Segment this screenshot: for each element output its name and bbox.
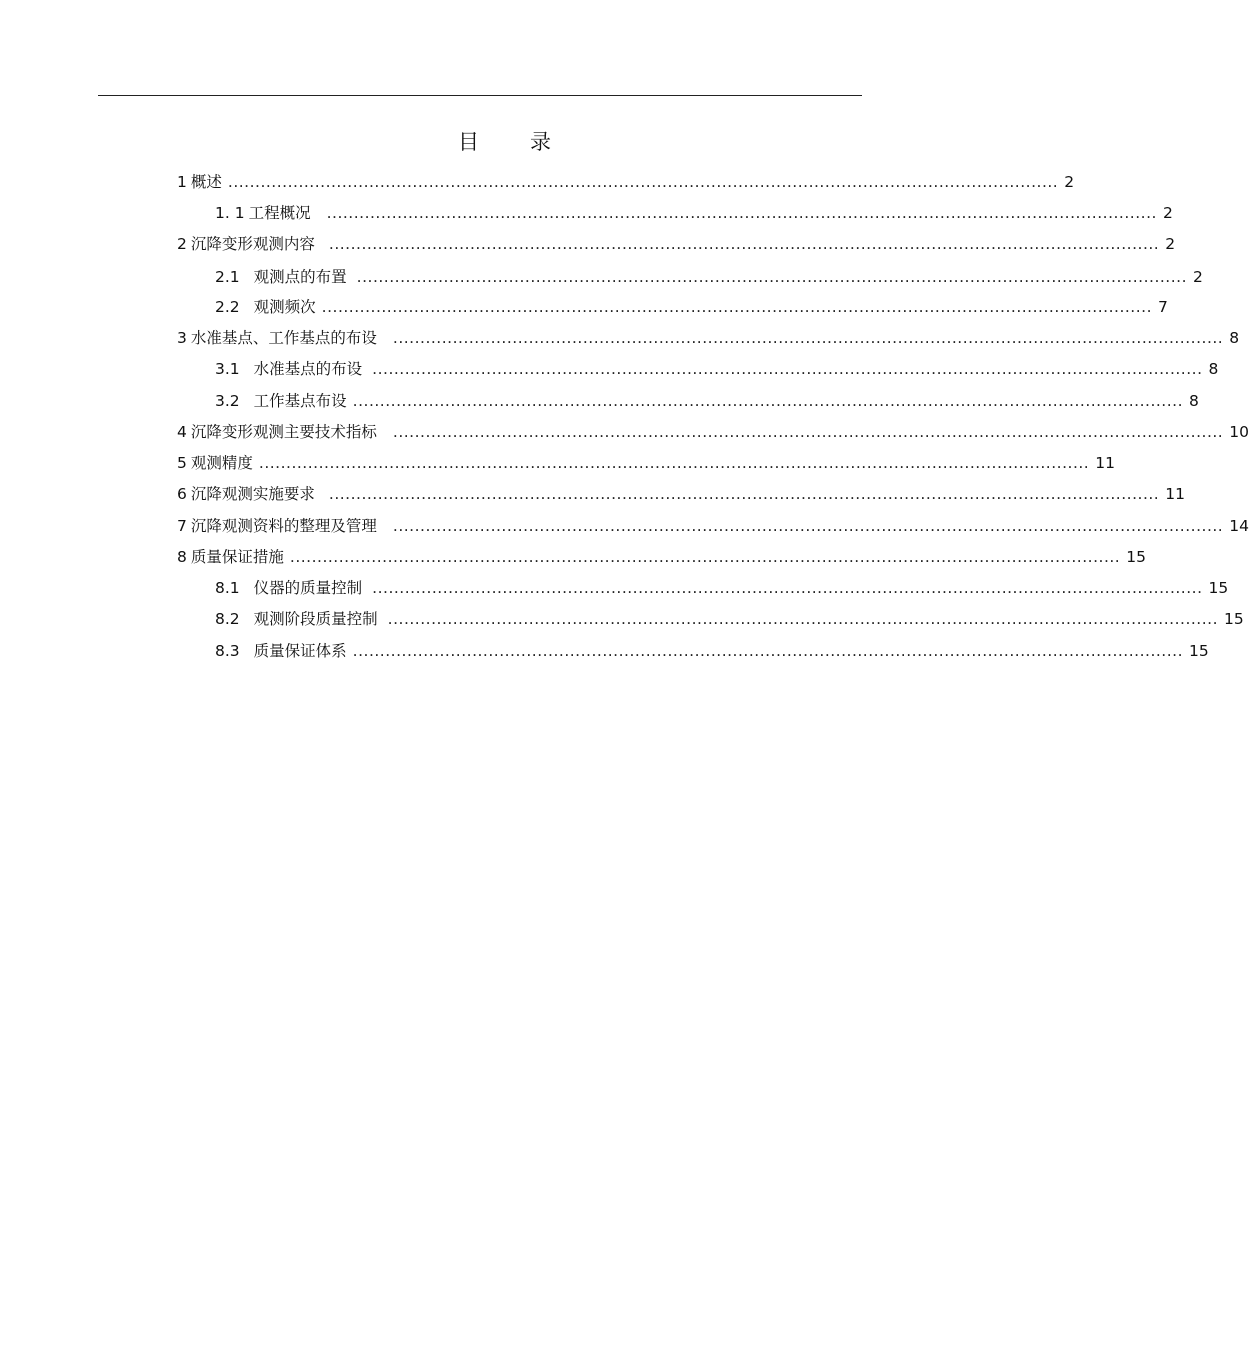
toc-leader-dots: ......................................................................................................................................................... [352,392,1184,410]
toc-leader-dots: ......................................................................................................................................................... [258,454,1090,472]
toc-entry-number: 8.1 [215,579,240,597]
toc-entry-3-2[interactable] [215,390,1199,412]
toc-entry-page: 15 [1208,579,1229,597]
toc-entry-2-1[interactable] [215,266,1203,288]
toc-entry-page: 10 [1229,423,1249,441]
toc-entry-page: 14 [1229,517,1249,535]
toc-entry-1-1[interactable] [215,202,1173,224]
toc-leader-dots: ......................................................................................................................................................... [356,268,1188,286]
toc-leader-dots: ......................................................................................................................................................... [328,485,1160,503]
toc-entry-8-1[interactable] [215,577,1229,599]
toc-leader-dots: ......................................................................................................................................................... [392,329,1224,347]
title-char-2: 录 [530,130,551,154]
toc-entry-8[interactable] [177,546,1146,568]
toc-entry-label: 沉降观测实施要求 [190,485,315,503]
toc-entry-number: 1. 1 [215,204,245,222]
toc-leader-dots: ......................................................................................................................................................... [321,298,1153,316]
toc-entry-3-1[interactable] [215,358,1219,380]
toc-leader-dots: ......................................................................................................................................................... [387,610,1219,628]
toc-entry-page: 11 [1165,485,1185,503]
toc-entry-page: 2 [1193,268,1203,286]
toc-entry-page: 2 [1064,173,1075,191]
toc-entry-number: 8 [177,548,187,566]
toc-entry-page: 8 [1229,329,1240,347]
toc-entry-page: 15 [1189,642,1209,660]
toc-leader-dots: ......................................................................................................................................................... [392,517,1224,535]
toc-entry-page: 11 [1095,454,1115,472]
toc-entry-page: 15 [1126,548,1146,566]
toc-entry-number: 6 [177,485,187,503]
toc-entry-label: 观测点的布置 [253,268,347,286]
toc-entry-page: 15 [1224,610,1244,628]
toc-entry-number: 2 [177,235,187,253]
toc-entry-page: 8 [1189,392,1199,410]
toc-entry-label: 沉降变形观测主要技术指标 [190,423,377,441]
toc-entry-label: 观测阶段质量控制 [253,610,378,628]
toc-entry-2-2[interactable] [215,296,1168,318]
toc-entry-number: 8.3 [215,642,240,660]
toc-leader-dots: ......................................................................................................................................................... [326,204,1157,222]
toc-leader-dots: ......................................................................................................................................................... [328,235,1160,253]
toc-entry-label: 工程概况 [248,204,311,222]
toc-leader-dots: ......................................................................................................................................................... [289,548,1121,566]
toc-leader-dots: ......................................................................................................................................................... [392,423,1224,441]
toc-entry-number: 2.2 [215,298,240,316]
toc-entry-5[interactable] [177,452,1115,474]
toc-entry-label: 概述 [190,173,222,191]
toc-entry-number: 3.1 [215,360,240,378]
toc-entry-number: 2.1 [215,268,240,286]
toc-entry-2[interactable] [177,233,1176,255]
toc-entry-number: 4 [177,423,187,441]
toc-entry-number: 3.2 [215,392,240,410]
toc-entry-label: 沉降观测资料的整理及管理 [190,517,377,535]
toc-entry-page: 8 [1208,360,1219,378]
toc-entry-label: 水准基点、工作基点的布设 [190,329,377,347]
toc-entry-number: 5 [177,454,187,472]
toc-entry-page: 7 [1158,298,1168,316]
toc-leader-dots: ......................................................................................................................................................... [227,173,1059,191]
toc-entry-3[interactable] [177,327,1240,349]
toc-entry-page: 2 [1162,204,1173,222]
toc-entry-label: 观测精度 [190,454,253,472]
toc-entry-number: 3 [177,329,187,347]
toc-entry-1[interactable] [177,171,1075,193]
toc-entry-number: 8.2 [215,610,240,628]
toc-entry-label: 仪器的质量控制 [253,579,363,597]
toc-entry-number: 1 [177,173,187,191]
toc-leader-dots: ......................................................................................................................................................... [352,642,1184,660]
toc-entry-label: 沉降变形观测内容 [190,235,315,253]
toc-entry-4[interactable] [177,421,1249,443]
toc-entry-8-2[interactable] [215,608,1244,630]
toc-entry-label: 水准基点的布设 [253,360,363,378]
toc-entry-label: 观测频次 [253,298,316,316]
toc-entry-6[interactable] [177,483,1185,505]
toc-entry-label: 质量保证措施 [190,548,284,566]
toc-entry-8-3[interactable] [215,640,1209,662]
toc-entry-number: 7 [177,517,187,535]
toc-entry-label: 质量保证体系 [253,642,347,660]
toc-entry-7[interactable] [177,515,1249,537]
toc-leader-dots: ......................................................................................................................................................... [372,360,1203,378]
toc-entry-label: 工作基点布设 [253,392,347,410]
toc-entry-page: 2 [1165,235,1176,253]
toc-leader-dots: ......................................................................................................................................................... [372,579,1203,597]
title-char-1: 目 [458,130,479,154]
